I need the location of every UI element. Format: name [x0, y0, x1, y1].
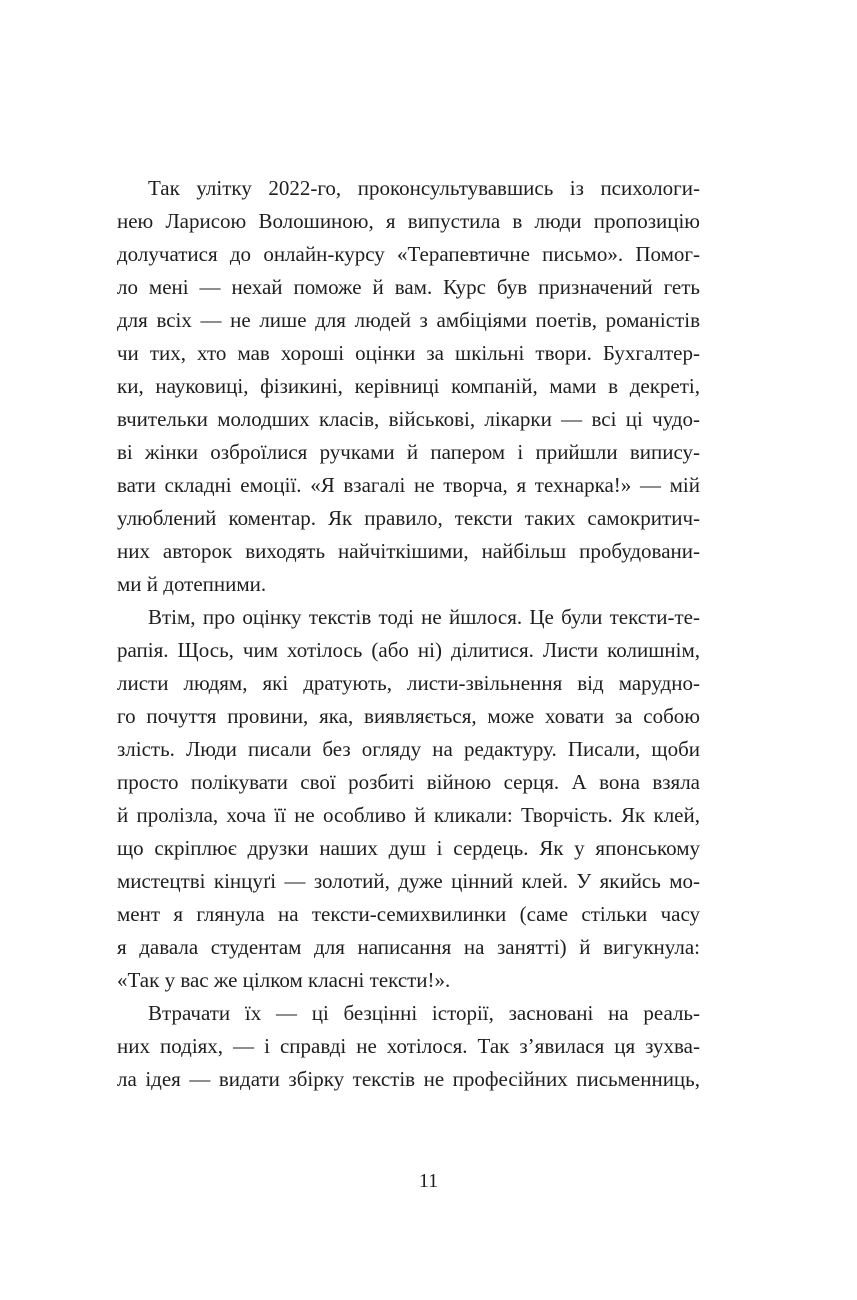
- text-line: «Так у вас же цілком класні тексти!».: [117, 968, 451, 992]
- text-line: злість. Люди писали без огляду на редактуру. Писали, щоби: [117, 737, 700, 761]
- page-number: 11: [418, 1170, 439, 1192]
- text-line: ла ідея — видати збірку текстів не професійних письменниць,: [117, 1067, 700, 1091]
- body-text: [117, 172, 700, 1096]
- text-line: рапія. Щось, чим хотілось (або ні) ділитися. Листи колишнім,: [117, 638, 700, 662]
- text-line: ки, науковиці, фізикині, керівниці компаній, мами в декреті,: [117, 374, 700, 398]
- text-line: долучатися до онлайн-курсу «Терапевтичне письмо». Помог-: [117, 242, 700, 266]
- text-line: нею Ларисою Волошиною, я випустила в люди пропозицію: [117, 209, 700, 233]
- text-line: чи тих, хто мав хороші оцінки за шкільні твори. Бухгалтер-: [117, 341, 700, 365]
- text-line: ві жінки озброїлися ручками й папером і прийшли випису-: [117, 440, 700, 464]
- text-line: ми й дотепними.: [117, 572, 267, 596]
- text-line: й пролізла, хоча її не особливо й кликали: Творчість. Як клей,: [117, 803, 700, 827]
- text-line: мистецтві кінцуґі — золотий, дуже цінний клей. У якийсь мо-: [117, 869, 700, 893]
- text-line: вати складні емоції. «Я взагалі не творча, я технарка!» — мій: [117, 473, 700, 497]
- text-line: що скріплює друзки наших душ і сердець. Як у японському: [117, 836, 700, 860]
- text-line: улюблений коментар. Як правило, тексти таких самокритич-: [117, 506, 700, 530]
- text-line: я давала студентам для написання на занятті) й вигукнула:: [117, 935, 700, 959]
- text-line: них авторок виходять найчіткішими, найбільш пробудовани-: [117, 539, 700, 563]
- text-line: Втрачати їх — ці безцінні історії, засновані на реаль-: [148, 1001, 700, 1025]
- text-line: листи людям, які дратують, листи-звільнення від марудно-: [117, 671, 700, 695]
- text-line: для всіх — не лише для людей з амбіціями поетів, романістів: [117, 308, 700, 332]
- text-line: Так улітку 2022-го, проконсультувавшись із психологи-: [148, 176, 700, 200]
- text-line: Втім, про оцінку текстів тоді не йшлося. Це були тексти-те-: [148, 605, 700, 629]
- text-line: мент я глянула на тексти-семихвилинки (саме стільки часу: [117, 902, 700, 926]
- text-line: го почуття провини, яка, виявляється, може ховати за собою: [117, 704, 700, 728]
- text-line: вчительки молодших класів, військові, лікарки — всі ці чудо-: [117, 407, 700, 431]
- text-line: просто полікувати свої розбиті війною серця. А вона взяла: [117, 770, 700, 794]
- text-line: них подіях, — і справді не хотілося. Так з’явилася ця зухва-: [117, 1034, 700, 1058]
- text-line: ло мені — нехай поможе й вам. Курс був призначений геть: [117, 275, 700, 299]
